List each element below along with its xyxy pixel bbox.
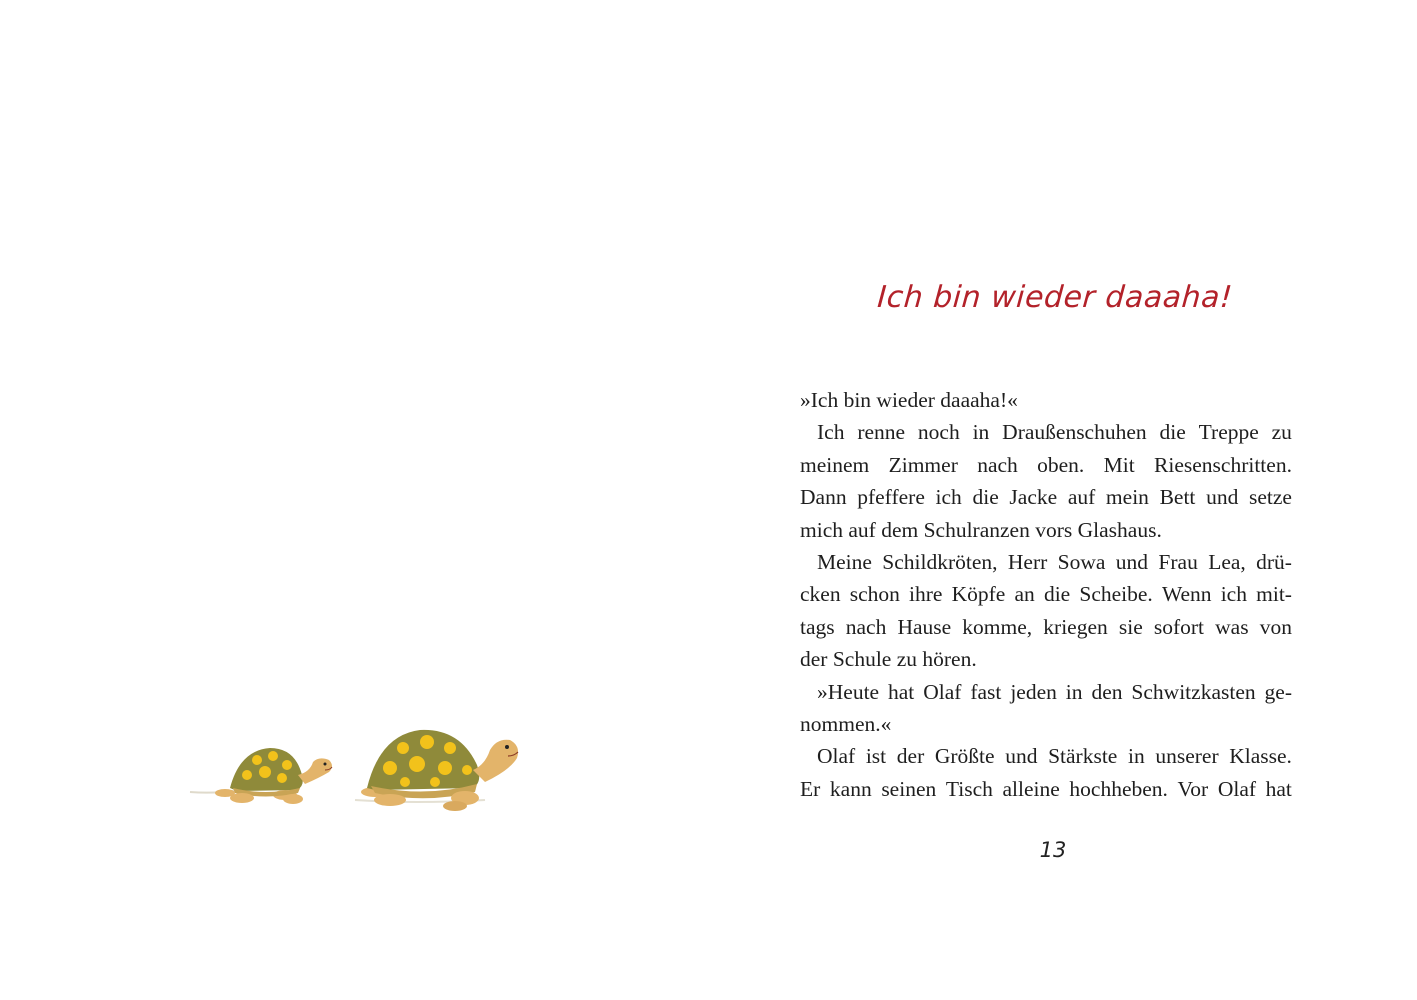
large-turtle-icon (355, 730, 518, 811)
text-line: Olaf ist der Größte und Stärkste in unserer Klasse. (817, 744, 1292, 769)
two-turtles-illustration (185, 720, 530, 815)
page-number: 13 (1039, 838, 1067, 862)
text-line: »Heute hat Olaf fast jeden in den Schwitzkasten ge- (817, 679, 1292, 704)
left-page (0, 0, 708, 1000)
text-line: der Schule zu hören. (800, 647, 977, 672)
text-line: cken schon ihre Köpfe an die Scheibe. Wenn ich mit- (800, 582, 1292, 607)
body-text (800, 384, 1292, 805)
text-line: nommen.« (800, 711, 892, 736)
text-line: Er kann seinen Tisch alleine hochheben. Vor Olaf hat (800, 776, 1292, 801)
chapter-title: Ich bin wieder daaaha! (876, 280, 1234, 315)
text-line: mich auf dem Schulranzen vors Glashaus. (800, 517, 1162, 542)
text-line: Dann pfeffere ich die Jacke auf mein Bett und setze (800, 485, 1292, 510)
text-line: Ich renne noch in Draußenschuhen die Treppe zu (817, 420, 1292, 445)
right-page (708, 0, 1417, 1000)
text-line: »Ich bin wieder daaaha!« (800, 388, 1018, 412)
small-turtle-icon (190, 748, 332, 804)
text-line: meinem Zimmer nach oben. Mit Riesenschritten. (800, 452, 1292, 477)
text-line: Meine Schildkröten, Herr Sowa und Frau Lea, drü- (817, 549, 1292, 574)
text-line: tags nach Hause komme, kriegen sie sofort was von (800, 614, 1292, 639)
